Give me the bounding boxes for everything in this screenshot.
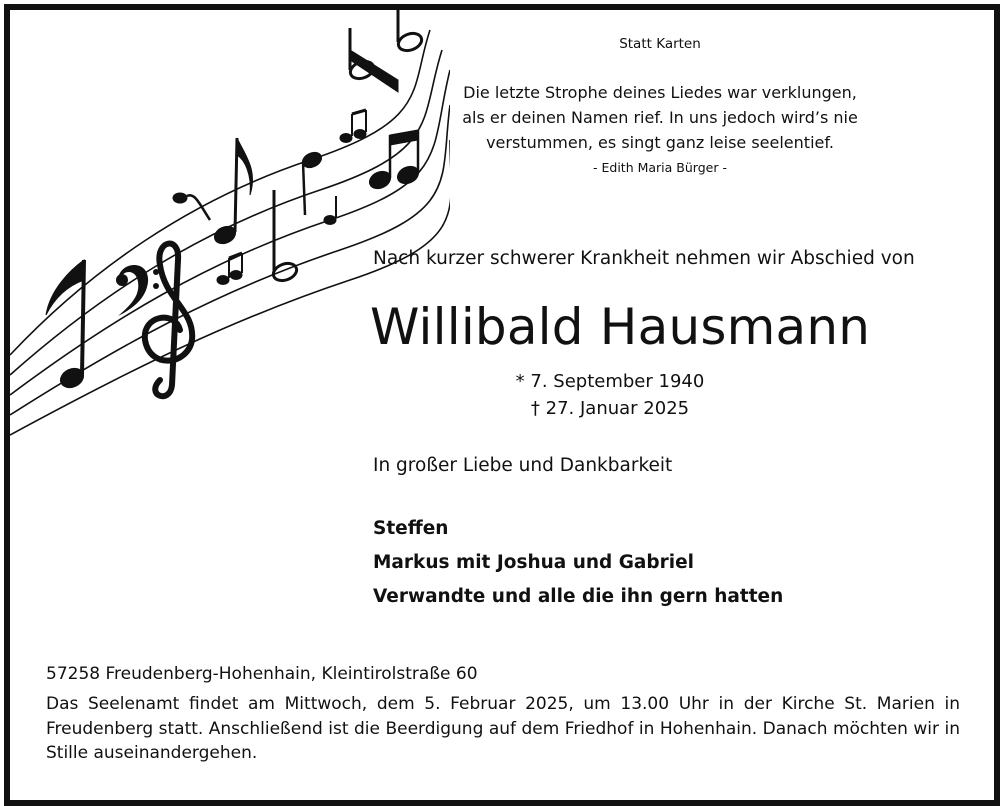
- intro-text: Nach kurzer schwerer Krankheit nehmen wir Abschied von: [373, 248, 915, 269]
- mourners-list: [373, 512, 783, 614]
- life-dates: [390, 368, 830, 422]
- service-info: Das Seelenamt findet am Mittwoch, dem 5. Februar 2025, um 13.00 Uhr in der Kirche St. Marien in Freudenberg statt. Anschließend ist die Beerdigung auf dem Friedhof in Hohenhain. Danach möchten wir in Stille auseinandergehen.: [46, 694, 960, 763]
- dedication-text: In großer Liebe und Dankbarkeit: [373, 455, 673, 476]
- mourner-item: Markus mit Joshua und Gabriel: [373, 552, 695, 573]
- mourner-item: Steffen: [373, 518, 449, 539]
- statt-karten-label: Statt Karten: [619, 36, 701, 52]
- address: 57258 Freudenberg-Hohenhain, Kleintirolstraße 60: [46, 664, 478, 684]
- obituary-card: [4, 4, 1000, 806]
- poem-line: verstummen, es singt ganz leise seelentief.: [486, 133, 834, 152]
- poem: [450, 80, 870, 155]
- music-staff-notes-icon: [10, 10, 450, 440]
- poem-author: - Edith Maria Bürger -: [593, 160, 727, 175]
- birth-date: * 7. September 1940: [515, 371, 705, 392]
- deceased-name: Willibald Hausmann: [370, 298, 871, 356]
- poem-line: Die letzte Strophe deines Liedes war verklungen,: [463, 83, 857, 102]
- mourner-item: Verwandte und alle die ihn gern hatten: [373, 586, 784, 607]
- poem-line: als er deinen Namen rief. In uns jedoch wird’s nie: [462, 108, 858, 127]
- death-date: † 27. Januar 2025: [530, 398, 690, 419]
